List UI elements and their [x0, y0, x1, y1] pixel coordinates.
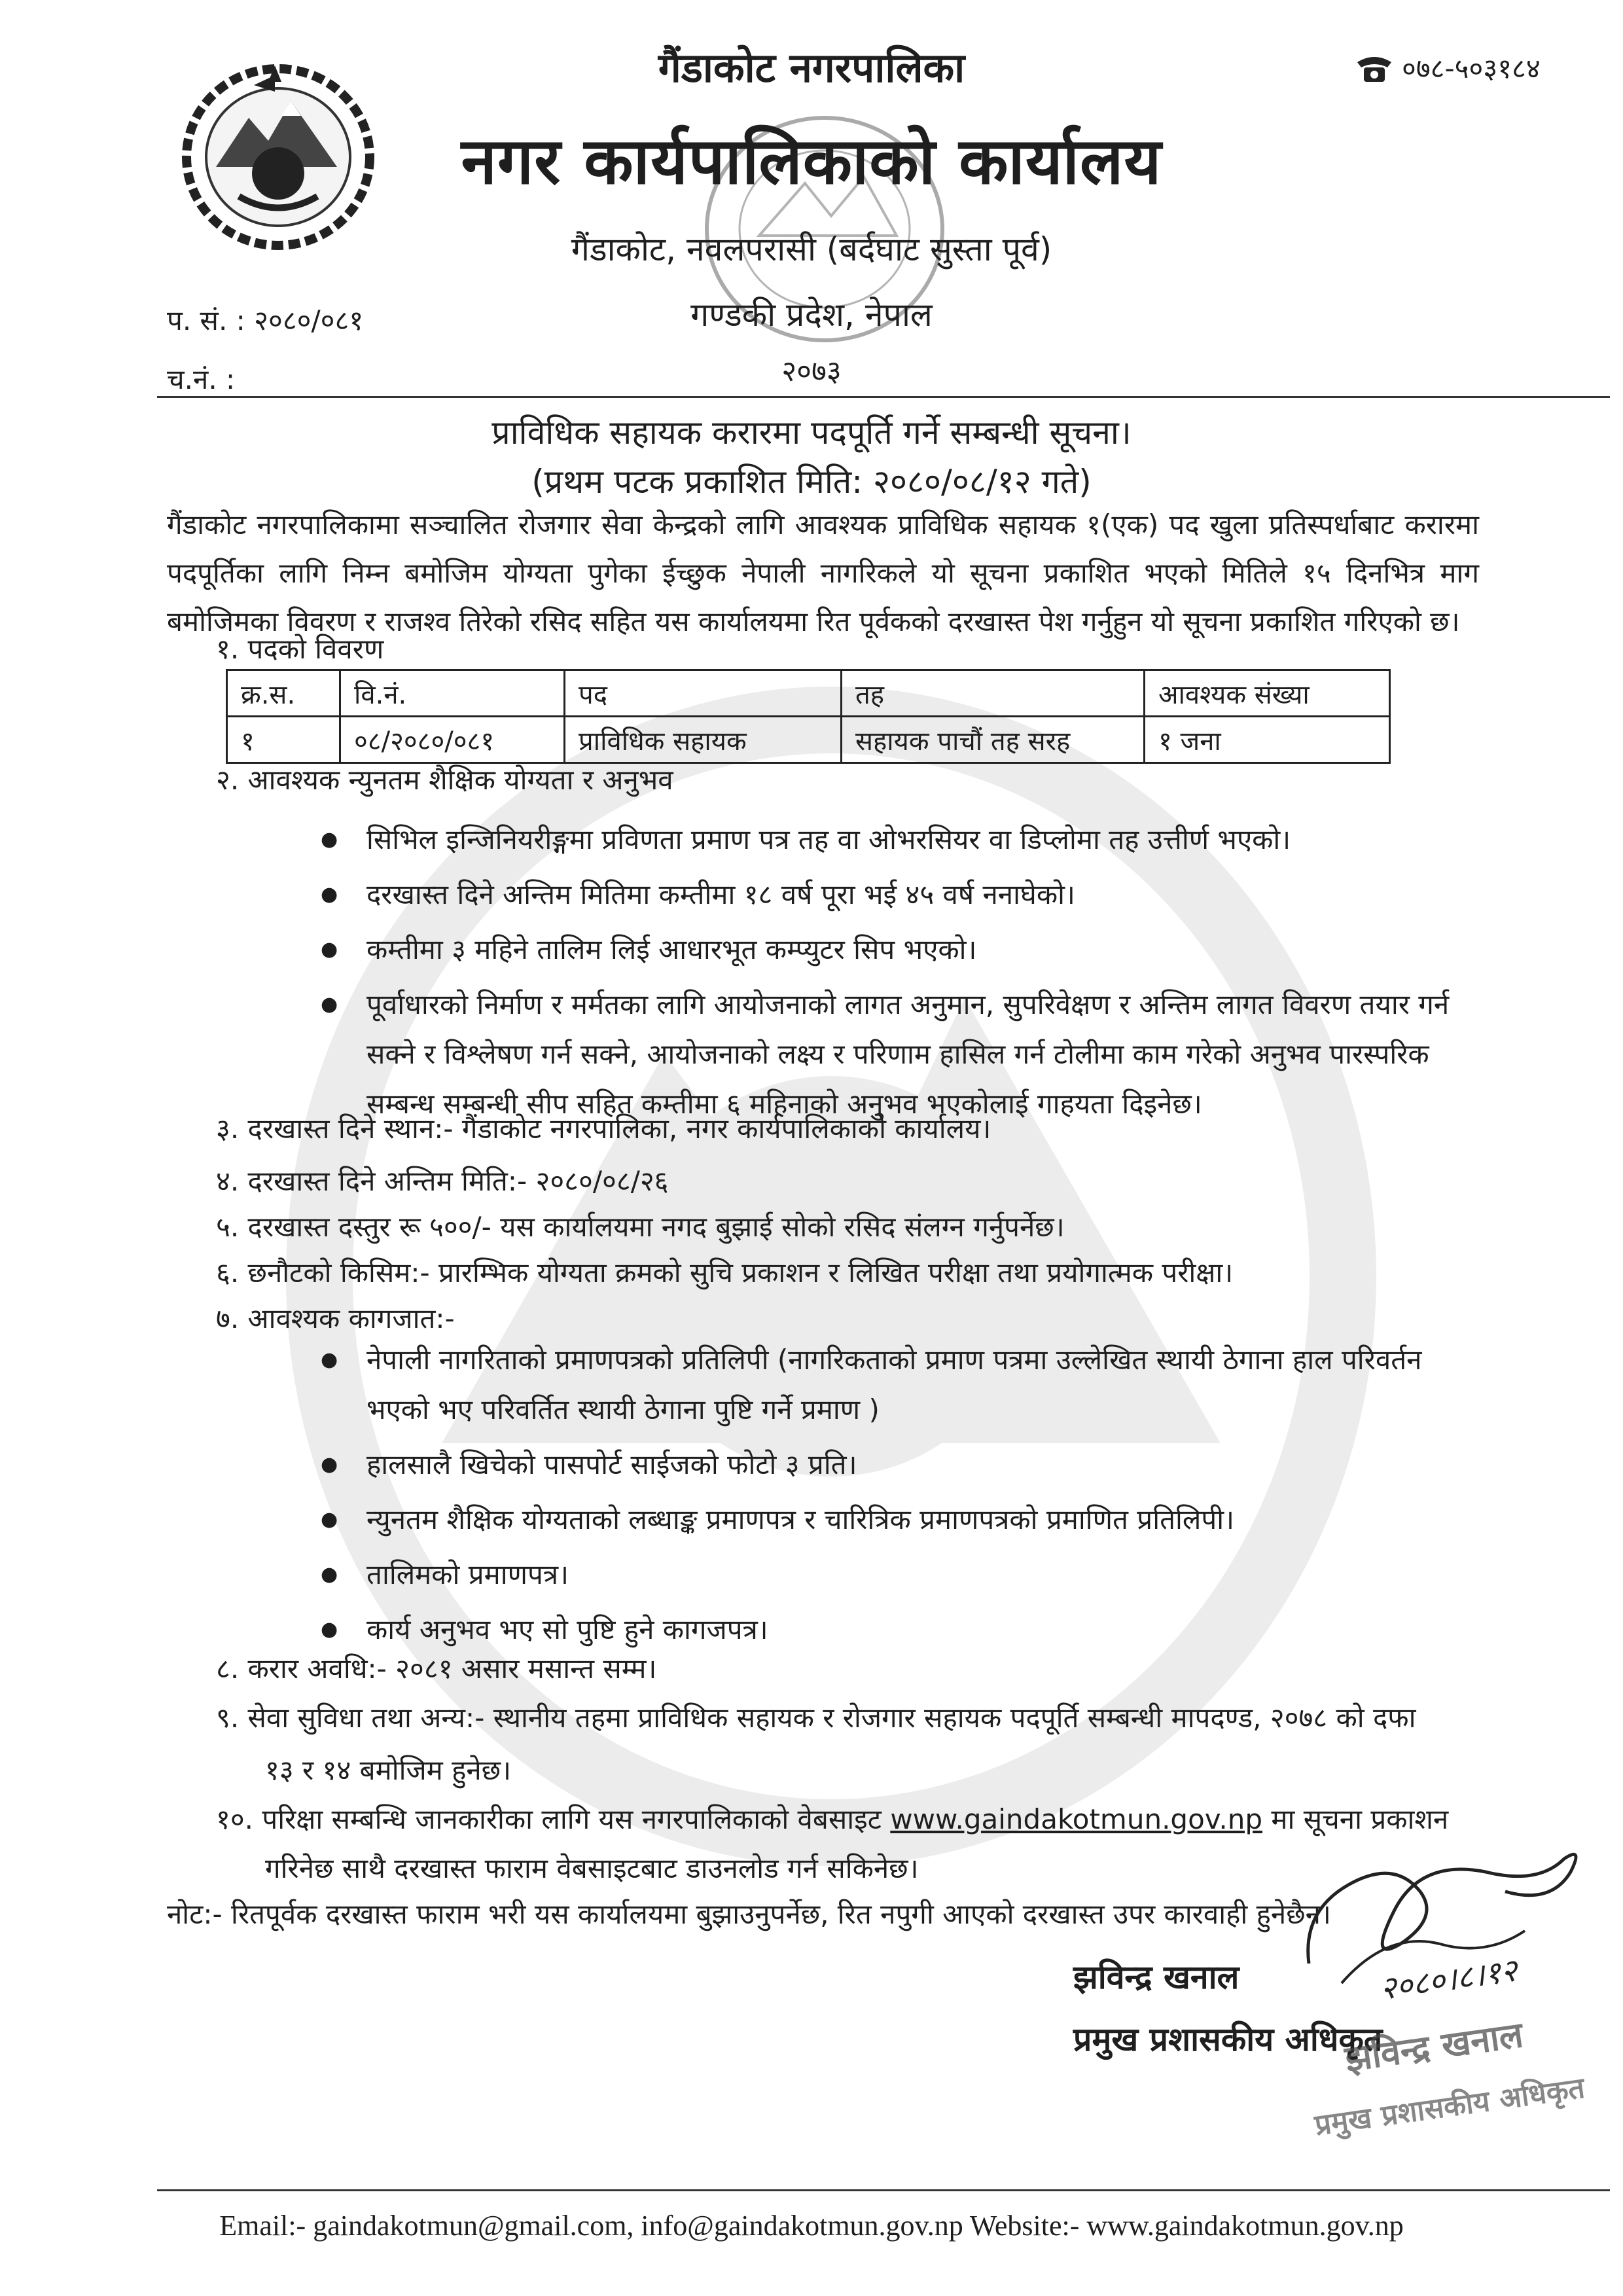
- office-address: गैंडाकोट, नवलपरासी (बर्दघाट सुस्ता पूर्व): [571, 230, 1052, 268]
- table-header-cell: तह: [842, 670, 1145, 717]
- list-item: ● कम्तीमा ३ महिने तालिम लिई आधारभूत कम्प्युटर सिप भएको।: [321, 925, 1479, 975]
- table-cell: ०८/२०८०/०८१: [340, 717, 565, 763]
- table-header-row: [227, 670, 1390, 717]
- table-row: [227, 717, 1390, 763]
- documents-list: [321, 1335, 1486, 1655]
- table-header-cell: वि.नं.: [340, 670, 565, 717]
- section-2: २. आवश्यक न्युनतम शैक्षिक योग्यता र अनुभव: [216, 764, 673, 796]
- section-7: ७. आवश्यक कागजात:-: [216, 1302, 455, 1335]
- section-10: [216, 1800, 1448, 1837]
- stamp-title: प्रमुख प्रशासकीय अधिकृत: [1312, 2071, 1587, 2142]
- established-year: २०७३: [781, 355, 842, 388]
- qualification-list: [321, 815, 1479, 1129]
- footer-divider: [157, 2189, 1610, 2191]
- footer-contact: Email:- gaindakotmun@gmail.com, info@gaindakotmun.gov.np Website:- www.gaindakotmun.gov.np: [219, 2210, 1404, 2242]
- handwritten-date: २०८०।८।१२: [1377, 1952, 1520, 2008]
- table-cell: सहायक पाचौं तह सरह: [842, 717, 1145, 763]
- section-6: ६. छनौटको किसिम:- प्रारम्भिक योग्यता क्रमको सुचि प्रकाशन र लिखित परीक्षा तथा प्रयोगात्मक परीक्षा।: [216, 1257, 1234, 1289]
- table-cell: १ जना: [1145, 717, 1390, 763]
- post-details-table: [226, 669, 1391, 764]
- dispatch-number: च.नं. :: [167, 363, 236, 395]
- stamp-name: झविन्द्र खनाल: [1342, 2013, 1526, 2080]
- signatory-title: प्रमुख प्रशासकीय अधिकृत: [1073, 2020, 1383, 2058]
- list-item: ● नेपाली नागरिताको प्रमाणपत्रको प्रतिलिपी (नागरिकताको प्रमाण पत्रमा उल्लेखित स्थायी ठेगाना हाल परिवर्तन भएको भए परिवर्तित स्थायी ठेगाना पुष्टि गर्ने प्रमाण ): [321, 1335, 1486, 1435]
- list-item: ● तालिमको प्रमाणपत्र।: [321, 1550, 1486, 1600]
- website-link[interactable]: www.gaindakotmun.gov.np: [890, 1803, 1263, 1835]
- section-9-cont: १३ र १४ बमोजिम हुनेछ।: [265, 1754, 512, 1786]
- list-item: ● न्युनतम शैक्षिक योग्यताको लब्धाङ्क प्रमाणपत्र र चारित्रिक प्रमाणपत्रको प्रमाणित प्रतिलिपी।: [321, 1495, 1486, 1545]
- notice-title: प्राविधिक सहायक करारमा पदपूर्ति गर्ने सम्बन्धी सूचना।: [491, 414, 1132, 452]
- section-8: ८. करार अवधि:- २०८१ असार मसान्त सम्म।: [216, 1653, 657, 1685]
- section-3: ३. दरखास्त दिने स्थान:- गैंडाकोट नगरपालिका, नगर कार्यपालिकाको कार्यालय।: [216, 1113, 991, 1145]
- list-item: ● कार्य अनुभव भए सो पुष्टि हुने कागजपत्र।: [321, 1605, 1486, 1655]
- notice-intro: गैंडाकोट नगरपालिकामा सञ्चालित रोजगार सेवा केन्द्रको लागि आवश्यक प्राविधिक सहायक १(एक) पद खुला प्रतिस्पर्धाबाट करारमा पदपूर्तिका लागि निम्न बमोजिम योग्यता पुगेका ईच्छुक नेपाली नागरिकले यो सूचना प्रकाशित भएको मितिले १५ दिनभित्र माग बमोजिमका विवरण र राजश्व तिरेको रसिद सहित यस कार्यालयमा रित पूर्वकको दरखास्त पेश गर्नुहुन यो सूचना प्रकाशित गरिएको छ।: [167, 509, 1479, 637]
- section-4: ४. दरखास्त दिने अन्तिम मिति:- २०८०/०८/२६: [216, 1165, 669, 1197]
- section-10-text: १०. परिक्षा सम्बन्धि जानकारीका लागि यस नगरपालिकाको वेबसाइट: [216, 1803, 882, 1835]
- table-header-cell: आवश्यक संख्या: [1145, 670, 1390, 717]
- header-divider: [157, 396, 1610, 398]
- section-10-cont: गरिनेछ साथै दरखास्त फाराम वेबसाइटबाट डाउनलोड गर्न सकिनेछ।: [265, 1852, 919, 1884]
- section-10-text-end: मा सूचना प्रकाशन: [1271, 1803, 1449, 1835]
- office-name: नगर कार्यपालिकाको कार्यालय: [461, 124, 1162, 199]
- phone-text: ०७८-५०३१८४: [1402, 52, 1541, 84]
- list-item: ● सिभिल इन्जिनियरीङ्गमा प्रविणता प्रमाण पत्र तह वा ओभरसियर वा डिप्लोमा तह उत्तीर्ण भएको।: [321, 815, 1479, 865]
- reference-number: प. सं. : २०८०/०८१: [167, 304, 364, 336]
- notice-published-date: (प्रथम पटक प्रकाशित मिति: २०८०/०८/१२ गते): [531, 463, 1092, 501]
- list-item: ● दरखास्त दिने अन्तिम मितिमा कम्तीमा १८ वर्ष पूरा भई ४५ वर्ष ननाघेको।: [321, 870, 1479, 920]
- office-province: गण्डकी प्रदेश, नेपाल: [690, 296, 933, 334]
- list-item: ● हालसालै खिचेको पासपोर्ट साईजको फोटो ३ प्रति।: [321, 1440, 1486, 1490]
- note: नोट:- रितपूर्वक दरखास्त फाराम भरी यस कार्यालयमा बुझाउनुपर्नेछ, रित नपुगी आएको दरखास्त उपर कारवाही हुनेछैन।: [167, 1898, 1331, 1930]
- section-9: ९. सेवा सुविधा तथा अन्य:- स्थानीय तहमा प्राविधिक सहायक र रोजगार सहायक पदपूर्ति सम्बन्धी मापदण्ड, २०७८ को दफा: [216, 1702, 1416, 1734]
- list-item: ● पूर्वाधारको निर्माण र मर्मतका लागि आयोजनाको लागत अनुमान, सुपरिवेक्षण र अन्तिम लागत विवरण तयार गर्न सक्ने र विश्लेषण गर्न सक्ने, आयोजनाको लक्ष्य र परिणाम हासिल गर्न टोलीमा काम गरेको अनुभव पारस्परिक सम्बन्ध सम्बन्धी सीप सहित कम्तीमा ६ महिनाको अनुभव भएकोलाई गाहयता दिइनेछ।: [321, 980, 1479, 1129]
- signatory-name: झविन्द्र खनाल: [1073, 1958, 1240, 1996]
- table-cell: प्राविधिक सहायक: [565, 717, 842, 763]
- table-cell: १: [227, 717, 340, 763]
- signatory-name-stamp: [1309, 1996, 1616, 2147]
- table-header-cell: पद: [565, 670, 842, 717]
- section-1: १. पदको विवरण: [216, 633, 384, 665]
- municipality-name: गैंडाकोट नगरपालिका: [658, 44, 965, 92]
- table-header-cell: क्र.स.: [227, 670, 340, 717]
- section-5: ५. दरखास्त दस्तुर रू ५००/- यस कार्यालयमा नगद बुझाई सोको रसिद संलग्न गर्नुपर्नेछ।: [216, 1211, 1065, 1243]
